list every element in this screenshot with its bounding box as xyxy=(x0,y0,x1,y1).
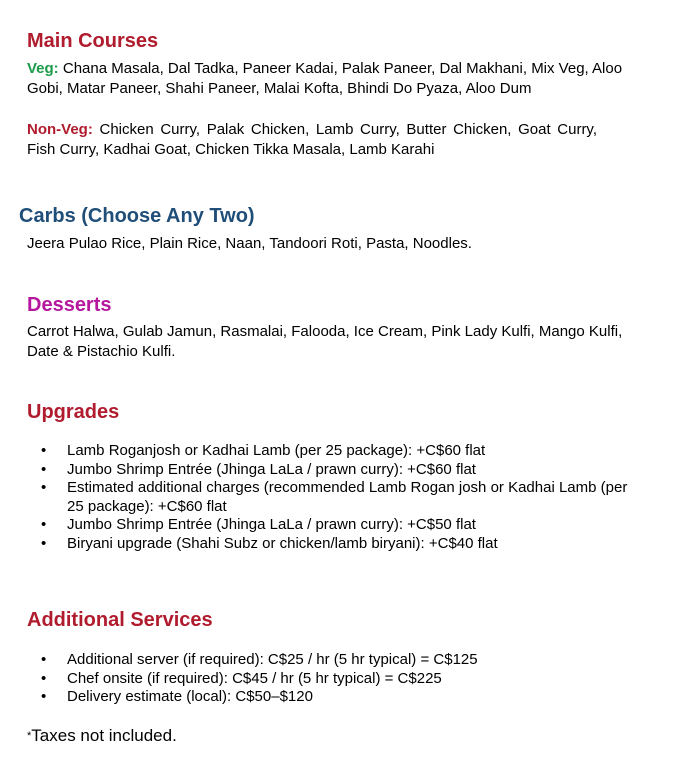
service-item: • Delivery estimate (local): C$50–$120 xyxy=(27,688,642,707)
veg-paragraph xyxy=(27,59,642,99)
desserts-items: Carrot Halwa, Gulab Jamun, Rasmalai, Falooda, Ice Cream, Pink Lady Kulfi, Mango Kulfi, Date & Pistachio Kulfi. xyxy=(27,323,623,360)
main-courses-heading: Main Courses xyxy=(27,30,159,52)
service-item: • Additional server (if required): C$25 / hr (5 hr typical) = C$125 xyxy=(27,651,642,670)
upgrades-heading: Upgrades xyxy=(27,401,120,423)
footnote-mark: * xyxy=(27,730,32,742)
upgrade-item: • Jumbo Shrimp Entrée (Jhinga LaLa / prawn curry): +C$60 flat xyxy=(27,461,642,480)
upgrade-item: • Biryani upgrade (Shahi Subz or chicken/lamb biryani): +C$40 flat xyxy=(27,535,642,554)
nonveg-label: Non-Veg: xyxy=(27,121,93,138)
additional-services-heading: Additional Services xyxy=(27,609,213,631)
upgrade-item: • Estimated additional charges (recommended Lamb Rogan josh or Kadhai Lamb (per 25 package): +C$60 flat xyxy=(27,479,642,516)
service-item: • Chef onsite (if required): C$45 / hr (5 hr typical) = C$225 xyxy=(27,670,642,689)
carbs-items: Jeera Pulao Rice, Plain Rice, Naan, Tandoori Roti, Pasta, Noodles. xyxy=(27,235,472,252)
upgrade-item: • Jumbo Shrimp Entrée (Jhinga LaLa / prawn curry): +C$50 flat xyxy=(27,516,642,535)
services-list xyxy=(27,651,642,707)
nonveg-items: Chicken Curry, Palak Chicken, Lamb Curry, Butter Chicken, Goat Curry, Fish Curry, Kadhai Goat, Chicken Tikka Masala, Lamb Karahi xyxy=(27,121,597,158)
footnote-text: Taxes not included. xyxy=(31,726,177,745)
veg-label: Veg: xyxy=(27,60,59,77)
upgrades-list xyxy=(27,442,642,553)
desserts-heading: Desserts xyxy=(27,294,112,316)
taxes-footnote xyxy=(27,725,177,747)
veg-items: Chana Masala, Dal Tadka, Paneer Kadai, Palak Paneer, Dal Makhani, Mix Veg, Aloo Gobi, Matar Paneer, Shahi Paneer, Malai Kofta, Bhindi Do Pyaza, Aloo Dum xyxy=(27,60,623,97)
carbs-heading: Carbs (Choose Any Two) xyxy=(19,205,255,227)
upgrade-item: • Lamb Roganjosh or Kadhai Lamb (per 25 package): +C$60 flat xyxy=(27,442,642,461)
nonveg-paragraph xyxy=(27,120,597,160)
